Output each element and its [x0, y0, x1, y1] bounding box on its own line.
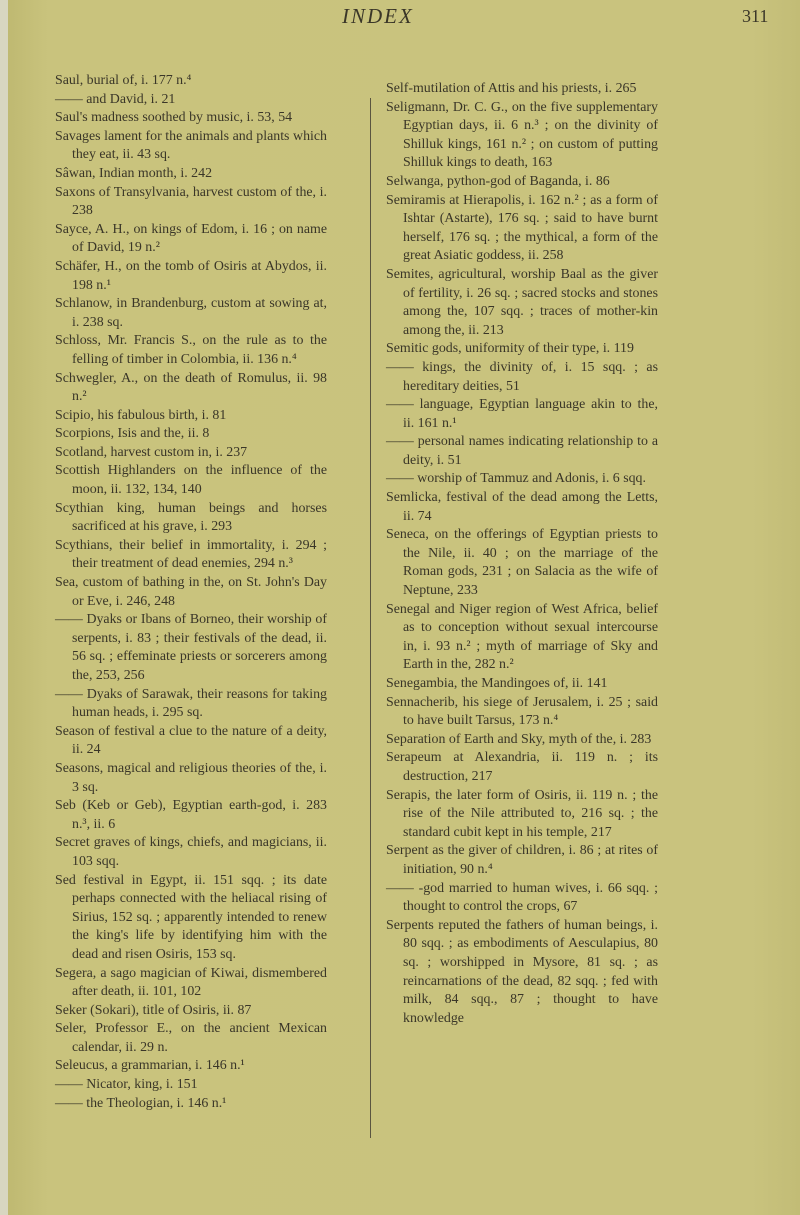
index-entry: —— personal names indicating relationship to a deity, i. 51: [386, 434, 658, 468]
page-number: 311: [742, 6, 769, 26]
index-entry: —— -god married to human wives, i. 66 sqq. ; thought to control the crops, 67: [386, 880, 658, 915]
index-entry: Schlanow, in Brandenburg, custom at sowing at, i. 238 sq.: [55, 296, 327, 330]
column-divider: [370, 98, 371, 1138]
index-entry: Segera, a sago magician of Kiwai, dismembered after death, ii. 101, 102: [55, 965, 327, 1000]
index-entry: Seneca, on the offerings of Egyptian priests to the Nile, ii. 40 ; on the marriage of the Roman gods, 231 ; on Salacia as the wife of Neptune, 233: [386, 527, 658, 599]
index-entry: Semites, agricultural, worship Baal as the giver of fertility, i. 26 sq. ; sacred stocks and stones among the, 107 sqq. ; traces of mother-kin among the, ii. 213: [386, 266, 658, 338]
index-entry: Seleucus, a grammarian, i. 146 n.¹: [55, 1058, 245, 1074]
index-entry: Separation of Earth and Sky, myth of the, i. 283: [386, 731, 652, 747]
index-entry: Savages lament for the animals and plants which they eat, ii. 43 sq.: [55, 128, 327, 163]
index-entry: Semlicka, festival of the dead among the Letts, ii. 74: [386, 490, 658, 524]
index-entry: Saul, burial of, i. 177 n.⁴: [55, 73, 192, 88]
index-right-column: [386, 80, 658, 1028]
index-entry: Scorpions, Isis and the, ii. 8: [55, 426, 210, 442]
index-entry: Sed festival in Egypt, ii. 151 sqq. ; its date perhaps connected with the heliacal rising of Sirius, 152 sq. ; apparently intended to renew the king's life by identifying him with the dead and risen Osiris, 153 sq.: [55, 872, 327, 962]
index-entry: —— language, Egyptian language akin to the, ii. 161 n.¹: [386, 397, 658, 431]
index-entry: Sea, custom of bathing in the, on St. John's Day or Eve, i. 246, 248: [55, 575, 327, 609]
index-entry: Seasons, magical and religious theories of the, i. 3 sq.: [55, 760, 327, 795]
index-entry: Selwanga, python-god of Baganda, i. 86: [386, 173, 610, 189]
index-entry: Serapeum at Alexandria, ii. 119 n. ; its destruction, 217: [386, 750, 658, 784]
index-entry: Scotland, harvest custom in, i. 237: [55, 444, 248, 460]
index-entry: —— the Theologian, i. 146 n.¹: [55, 1095, 227, 1111]
index-entry: Scottish Highlanders on the influence of the moon, ii. 132, 134, 140: [55, 463, 327, 498]
index-entry: Sâwan, Indian month, i. 242: [55, 165, 213, 181]
index-entry: Seb (Keb or Geb), Egyptian earth-god, i. 283 n.³, ii. 6: [55, 798, 327, 832]
index-entry: Saul's madness soothed by music, i. 53, 54: [55, 110, 293, 126]
index-entry: Schäfer, H., on the tomb of Osiris at Abydos, ii. 198 n.¹: [55, 258, 327, 293]
index-entry: Schwegler, A., on the death of Romulus, ii. 98 n.²: [55, 370, 327, 405]
index-entry: —— Dyaks or Ibans of Borneo, their worship of serpents, i. 83 ; their festivals of the dead, ii. 56 sq. ; effeminate priests or sorcerers among the, 253, 256: [55, 612, 327, 683]
index-entry: Seker (Sokari), title of Osiris, ii. 87: [55, 1002, 252, 1018]
index-entry: Sennacherib, his siege of Jerusalem, i. 25 ; said to have built Tarsus, 173 n.⁴: [386, 694, 658, 729]
index-entry: Serpents reputed the fathers of human beings, i. 80 sqq. ; as embodiments of Aesculapius, 80 sq. ; worshipped in Mysore, 81 sq. ; as reincarnations of the dead, 82 sqq. ; fed with milk, 84 sqq., 87 ; thought to have knowledge: [386, 917, 658, 1026]
index-entry: Seler, Professor E., on the ancient Mexican calendar, ii. 29 n.: [55, 1021, 327, 1055]
index-entry: —— Nicator, king, i. 151: [55, 1077, 198, 1093]
index-entry: Scythians, their belief in immortality, i. 294 ; their treatment of dead enemies, 294 n.³: [55, 537, 327, 572]
index-entry: —— kings, the divinity of, i. 15 sqq. ; as hereditary deities, 51: [386, 359, 658, 394]
index-entry: Seligmann, Dr. C. G., on the five supplementary Egyptian days, ii. 6 n.³ ; on the divinity of Shilluk kings, 161 n.² ; on custom of putting Shilluk kings to death, 163: [386, 99, 658, 171]
page-edge: [0, 0, 8, 1215]
index-entry: Semitic gods, uniformity of their type, i. 119: [386, 341, 634, 357]
index-entry: Senegambia, the Mandingoes of, ii. 141: [386, 676, 608, 691]
index-entry: —— worship of Tammuz and Adonis, i. 6 sqq.: [386, 471, 646, 487]
index-entry: Semiramis at Hierapolis, i. 162 n.² ; as a form of Ishtar (Astarte), 176 sq. ; said to have burnt herself, 176 sq. ; the mythical, a form of the great Asiatic goddess, ii. 258: [386, 192, 658, 264]
index-entry: Secret graves of kings, chiefs, and magicians, ii. 103 sqq.: [55, 835, 327, 869]
index-entry: Serapis, the later form of Osiris, ii. 119 n. ; the rise of the Nile attributed to, 216 sq. ; the standard cubit kept in his temple, 217: [386, 787, 658, 840]
index-entry: Self-mutilation of Attis and his priests, i. 265: [386, 81, 637, 96]
index-left-column: [55, 72, 327, 1113]
index-entry: —— Dyaks of Sarawak, their reasons for taking human heads, i. 295 sq.: [55, 686, 327, 721]
index-entry: Saxons of Transylvania, harvest custom of the, i. 238: [55, 184, 327, 219]
index-entry: Sayce, A. H., on kings of Edom, i. 16 ; on name of David, 19 n.²: [55, 221, 327, 256]
index-entry: —— and David, i. 21: [55, 91, 176, 107]
running-header: [0, 2, 800, 32]
index-entry: Scipio, his fabulous birth, i. 81: [55, 407, 227, 423]
index-entry: Serpent as the giver of children, i. 86 ; at rites of initiation, 90 n.⁴: [386, 843, 658, 877]
index-entry: Season of festival a clue to the nature of a deity, ii. 24: [55, 723, 327, 758]
index-entry: Senegal and Niger region of West Africa, belief as to conception without sexual intercourse in, i. 93 n.² ; myth of marriage of Sky and Earth in the, 282 n.²: [386, 601, 658, 673]
index-entry: Scythian king, human beings and horses sacrificed at his grave, i. 293: [55, 500, 327, 535]
index-entry: Schloss, Mr. Francis S., on the rule as to the felling of timber in Colombia, ii. 136 n.⁴: [55, 333, 327, 367]
header-title: INDEX: [342, 4, 414, 28]
